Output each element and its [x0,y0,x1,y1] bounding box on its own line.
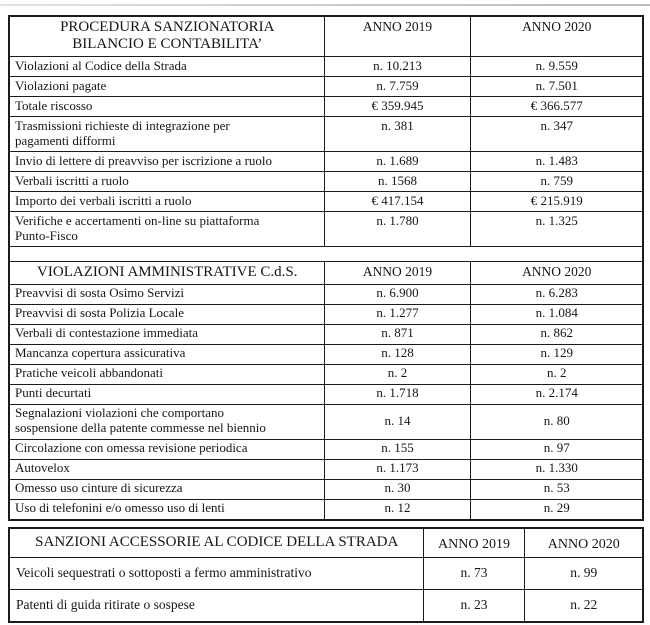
value-2019: n. 12 [324,499,470,519]
value-2020: n. 1.483 [470,152,643,172]
value-2019: n. 73 [423,557,524,589]
table1-col-anno-2020: ANNO 2020 [470,16,643,57]
table-row [9,344,643,364]
table1-title [9,16,324,57]
row-label: Trasmissioni richieste di integrazione per pagamenti difformi [15,117,230,148]
row-label: Preavvisi di sosta Polizia Locale [15,305,184,321]
table-row [9,499,643,519]
value-2019: n. 1.718 [324,384,470,404]
row-label: Verbali di contestazione immediata [15,325,199,341]
value-2020: € 215.919 [470,192,643,212]
value-2020: n. 862 [470,324,643,344]
value-2019: n. 128 [324,344,470,364]
table1-col-anno-2019: ANNO 2019 [324,16,470,57]
value-2019: n. 23 [423,589,524,622]
scan-artifact-line [0,4,650,6]
value-2019: n. 1.689 [324,152,470,172]
table-row [9,384,643,404]
table-spacer-row [9,247,643,262]
table-row [9,172,643,192]
table2-title: VIOLAZIONI AMMINISTRATIVE C.d.S. [9,262,324,285]
value-2020: € 366.577 [470,97,643,117]
row-label: Verifiche e accertamenti on-line su piattaforma Punto-Fisco [15,212,260,243]
row-label: Importo dei verbali iscritti a ruolo [15,192,192,208]
table-row [9,304,643,324]
value-2019: n. 381 [324,117,470,152]
row-label: Verbali iscritti a ruolo [15,172,129,188]
value-2019: n. 14 [324,404,470,439]
table2-col-anno-2019: ANNO 2019 [324,262,470,285]
value-2019: n. 7.759 [324,77,470,97]
value-2019: n. 1.173 [324,459,470,479]
value-2020: n. 759 [470,172,643,192]
row-label: Preavvisi di sosta Osimo Servizi [15,285,184,301]
table2-header-row [9,262,643,285]
sanctions-procedure-table [8,15,644,521]
table-row [9,77,643,97]
value-2019: n. 155 [324,439,470,459]
value-2020: n. 1.330 [470,459,643,479]
value-2019: n. 871 [324,324,470,344]
value-2020: n. 129 [470,344,643,364]
row-label: Uso di telefonini e/o omesso uso di lenti [15,500,225,516]
value-2019: n. 1.780 [324,212,470,247]
table1-title-line2: BILANCIO E CONTABILITA’ [72,36,263,53]
row-label: Segnalazioni violazioni che comportano sospensione della patente commesse nel biennio [15,405,266,436]
table-row [9,57,643,77]
table-row [9,97,643,117]
value-2020: n. 29 [470,499,643,519]
table-row [9,152,643,172]
table-row [9,404,643,439]
value-2019: n. 6.900 [324,284,470,304]
table1-title-line1: PROCEDURA SANZIONATORIA [60,18,275,35]
table-row [9,479,643,499]
table3-header-row [9,528,643,557]
table-row [9,117,643,152]
value-2020: n. 53 [470,479,643,499]
value-2020: n. 347 [470,117,643,152]
value-2020: n. 2.174 [470,384,643,404]
value-2020: n. 99 [524,557,643,589]
value-2019: n. 30 [324,479,470,499]
value-2020: n. 1.084 [470,304,643,324]
row-label: Invio di lettere di preavviso per iscrizione a ruolo [15,152,273,168]
table-row [9,364,643,384]
table-row [9,557,643,589]
table-row [9,459,643,479]
value-2019: n. 1.277 [324,304,470,324]
table-row [9,589,643,622]
table3-title: SANZIONI ACCESSORIE AL CODICE DELLA STRADA [9,528,423,557]
table1-header-row [9,16,643,57]
value-2019: € 417.154 [324,192,470,212]
value-2020: n. 7.501 [470,77,643,97]
value-2020: n. 97 [470,439,643,459]
value-2020: n. 80 [470,404,643,439]
value-2020: n. 2 [470,364,643,384]
value-2019: n. 2 [324,364,470,384]
row-label: Circolazione con omessa revisione periodica [15,440,248,456]
spacer-cell [9,247,643,262]
table-row [9,192,643,212]
row-label: Veicoli sequestrati o sottoposti a fermo amministrativo [9,557,423,589]
value-2019: n. 10.213 [324,57,470,77]
row-label: Mancanza copertura assicurativa [15,345,186,361]
value-2020: n. 22 [524,589,643,622]
table2-col-anno-2020: ANNO 2020 [470,262,643,285]
row-label: Omesso uso cinture di sicurezza [15,480,183,496]
table3-col-anno-2019: ANNO 2019 [423,528,524,557]
table-row [9,439,643,459]
value-2019: n. 1568 [324,172,470,192]
accessory-sanctions-table [8,527,644,623]
table-row [9,284,643,304]
row-label: Patenti di guida ritirate o sospese [9,589,423,622]
row-label: Violazioni pagate [15,77,107,93]
row-label: Autovelox [15,460,70,476]
row-label: Pratiche veicoli abbandonati [15,365,164,381]
value-2020: n. 1.325 [470,212,643,247]
value-2019: € 359.945 [324,97,470,117]
table3-col-anno-2020: ANNO 2020 [524,528,643,557]
row-label: Violazioni al Codice della Strada [15,57,187,73]
row-label: Totale riscosso [15,97,93,113]
table-row [9,212,643,247]
row-label: Punti decurtati [15,385,92,401]
value-2020: n. 9.559 [470,57,643,77]
value-2020: n. 6.283 [470,284,643,304]
table-row [9,324,643,344]
